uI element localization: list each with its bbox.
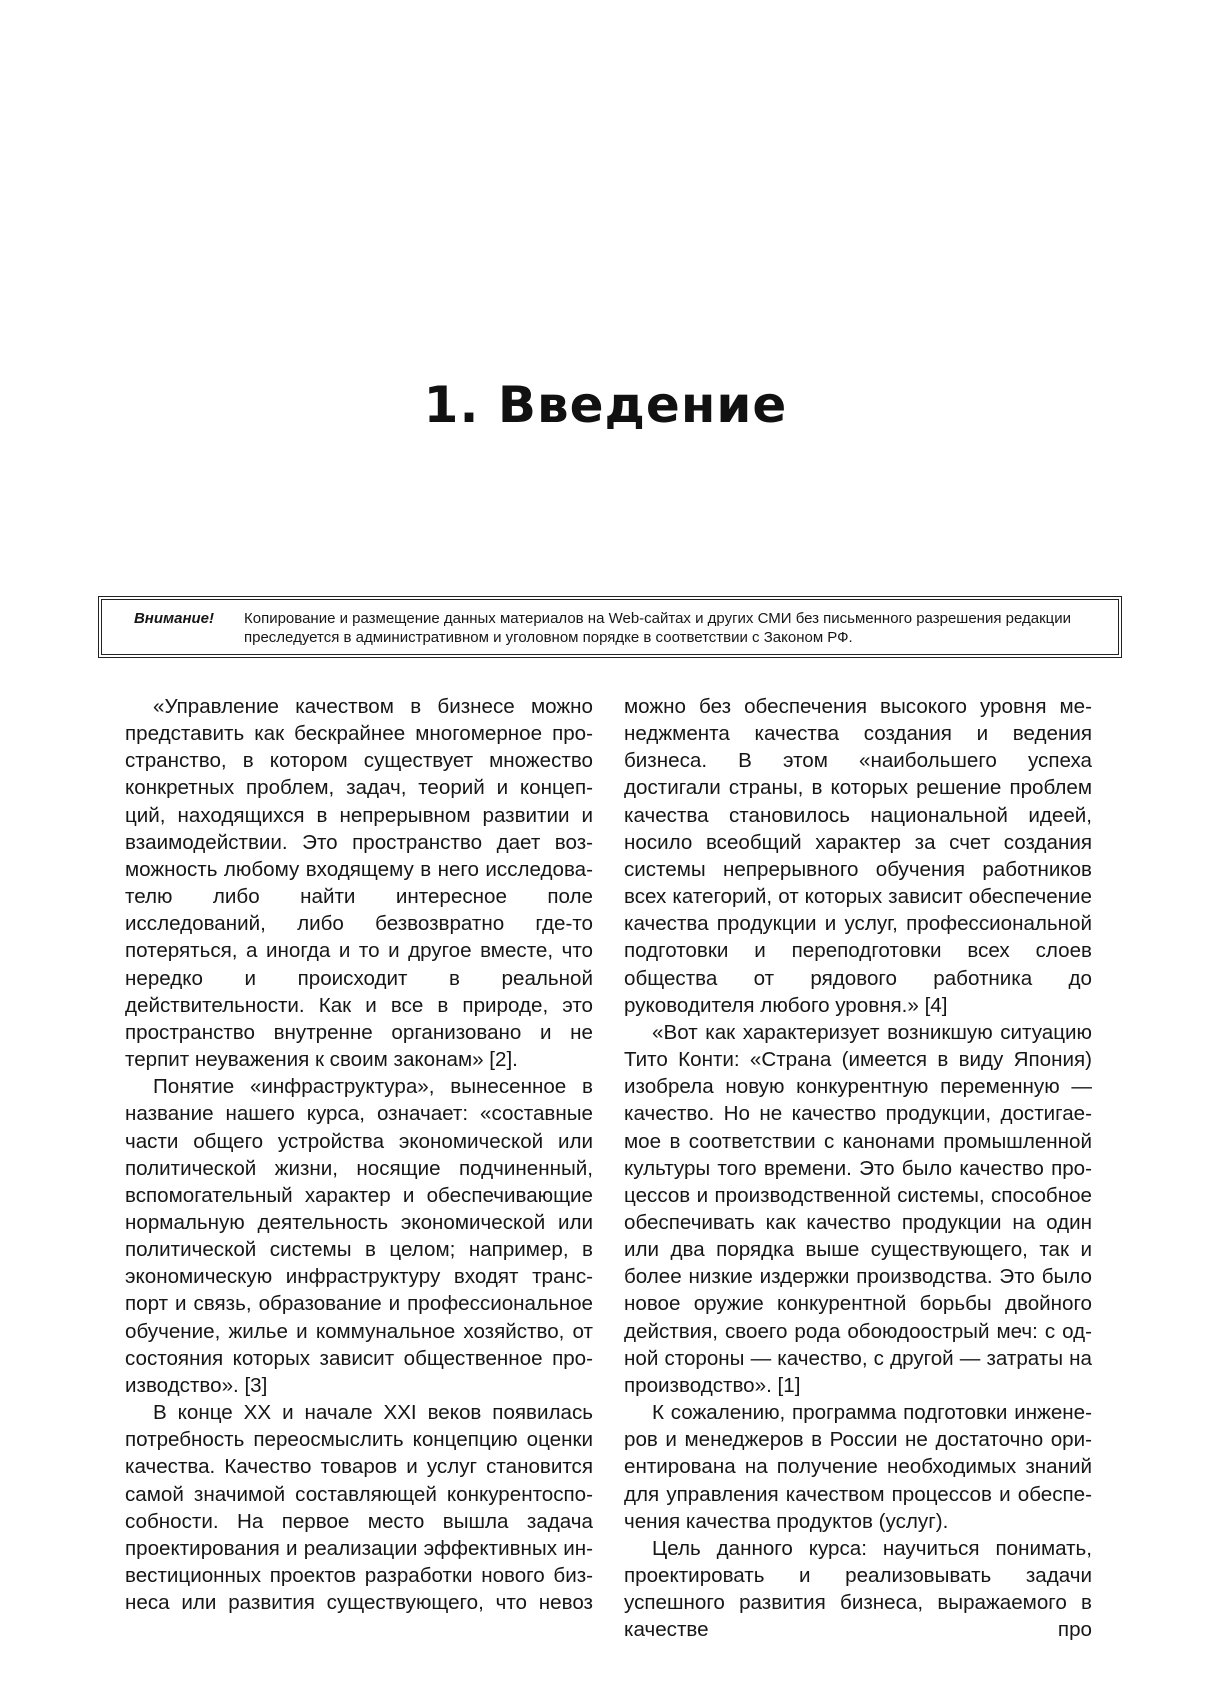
paragraph: Цель данного курса: научиться понимать, проектировать и реализовывать задачи успешного развития бизнеса, выражаемого в качестве про [624,1536,1092,1642]
paragraph: К сожалению, программа подготовки инженеров и менеджеров в России не достаточно ориентирована на получение необходимых знаний для управления качеством процессов и обеспечения качества продуктов (услуг). [624,1401,1092,1533]
notice-label: Внимание! [133,610,215,627]
paragraph: В конце XX и начале XXI веков появилась потребность переосмыслить концепцию оценки качества. Качество товаров и услуг становится самой значимой составляющей конкурентоспособности. На первое место вышла задача проектирования и реализации эффективных инвестиционных проектов разработки нового бизнеса или развития существующего, что невоз [125,1401,593,1615]
body-column-left [125,693,593,1616]
notice-text: Копирование и размещение данных материалов на Web-сайтах и других СМИ без письменного разрешения редакции преследуется в административном и уголовном порядке в соответствии с Законом РФ. [244,610,1071,646]
paragraph: Понятие «инфраструктура», вынесенное в название нашего курса, означает: «составные части общего устройства экономической или политической жизни, носящие подчиненный, вспомогательный характер и обеспечивающие нормальную деятельность экономической или политической системы в целом; например, в экономическую инфраструктуру входят транспорт и связь, образование и профессиональное обучение, жилье и коммунальное хозяйство, от состояния которых зависит общественное производство». [3] [125,1075,593,1397]
paragraph: «Управление качеством в бизнесе можно представить как бескрайнее многомерное пространство, в котором существует множество конкретных проблем, задач, теорий и концепций, находящихся в непрерывном развитии и взаимодействии. Это пространство дает возможность любому входящему в него исследователю либо найти интересное поле исследований, либо безвозвратно где-то потеряться, а иногда и то и другое вместе, что нередко и происходит в реальной действительности. Как и все в природе, это пространство внутренне организовано и не терпит неуважения к своим законам» [2]. [125,695,593,1072]
body-column-right [624,693,1092,1643]
copyright-notice [101,599,1119,655]
paragraph: можно без обеспечения высокого уровня менеджмента качества создания и ведения бизнеса. В этом «наибольшего успеха достигали страны, в которых решение проблем качества становилось национальной идеей, носило всеобщий характер за счет создания системы непрерывного обучения работников всех категорий, от которых зависит обеспечение качества продукции и услуг, профессиональной подготовки и переподготовки всех слоев общества от рядового работника до руководителя любого уровня.» [4] [624,695,1092,1017]
chapter-title: 1. Введение [423,376,788,434]
paragraph: «Вот как характеризует возникшую ситуацию Тито Конти: «Страна (имеется в виду Япония) изобрела новую конкурентную переменную — качество. Но не качество продукции, достигаемое в соответствии с канонами промышленной культуры того времени. Это было качество процессов и производственной системы, способное обеспечивать как качество продукции на один или два порядка выше существующего, так и более низкие издержки производства. Это было новое оружие конкурентной борьбы двойного действия, своего рода обоюдоострый меч: с одной стороны — качество, с другой — затраты на производство». [1] [624,1020,1092,1397]
